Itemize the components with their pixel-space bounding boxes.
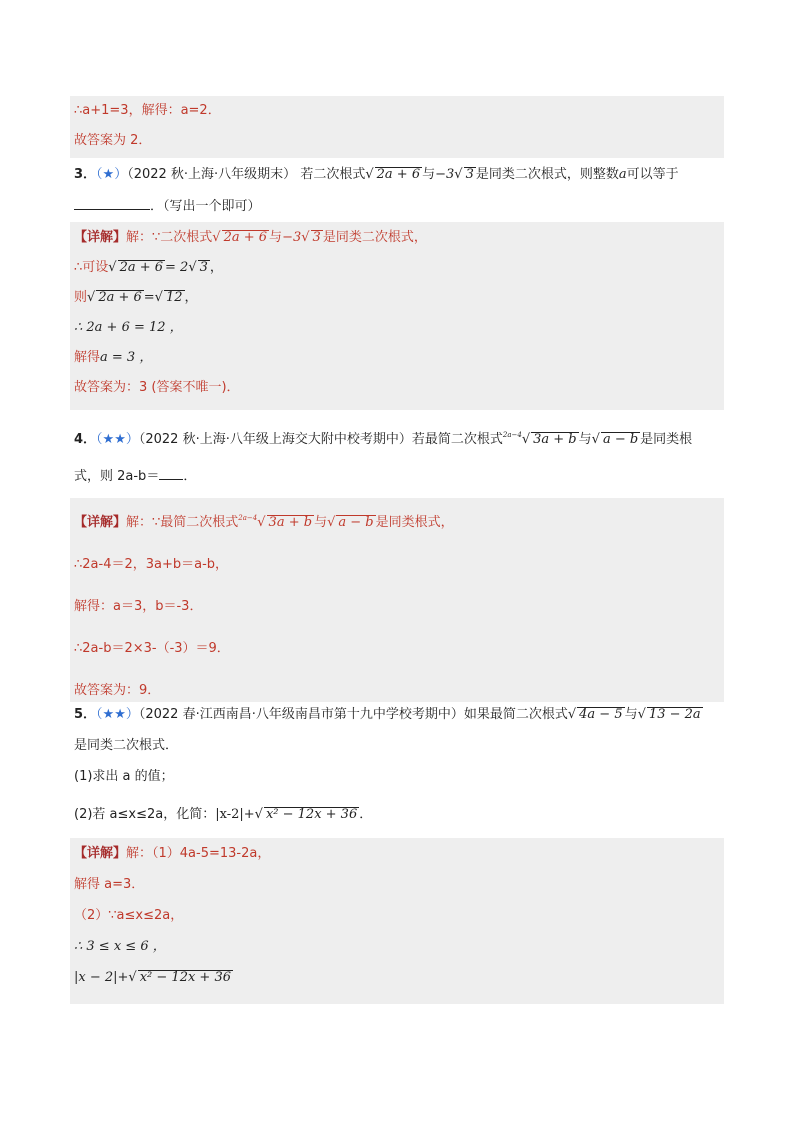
q3-ans-l2-end: ，: [209, 260, 223, 275]
q4-text-c: 是同类根: [640, 432, 693, 447]
q5-part-2-a: (2)若 a≤x≤2a，化简：: [74, 807, 216, 822]
q3-source: （2022 秋·上海·八年级期末）: [127, 167, 297, 182]
q5-source: （2022 春·江西南昌·八年级南昌市第十九中学校考期中）: [138, 707, 464, 722]
q3-ans-line-6: 故答案为：3 (答案不唯一)．: [74, 380, 240, 395]
q3-answer-blank: [74, 197, 150, 210]
q3-stem-line-2: [70, 196, 724, 218]
q3-radicand-2: 3: [465, 167, 474, 182]
q3-stem-line-1: 3．（★）（2022 秋·上海·八年级期末） 若二次根式√ 2a + 6 与−3√ 3 是同类二次根式，则整数a可以等于: [74, 167, 679, 182]
q3-answer-block: [70, 222, 724, 410]
q4-ans-l1-a: 解：∵最简二次根式: [126, 515, 239, 530]
q3-ans-line-5: [74, 347, 724, 369]
q5-part-1: (1)求出 a 的值；: [74, 769, 174, 784]
q4-text-d: 式，则 2a-b＝: [74, 469, 160, 484]
q3-ans-l1-b: 与: [269, 230, 283, 245]
q5-ans-line-3: （2）∵a≤x≤2a，: [74, 908, 184, 923]
q3-ans-line-2: ∴可设√ 2a + 6 = 2√ 3 ，: [74, 260, 223, 275]
q3-ans-l3-rad2: 12: [165, 290, 183, 305]
q5-part-2-rad: x² − 12x + 36: [265, 807, 358, 822]
q4-number: 4．: [74, 432, 97, 447]
prev-answer-line-1: ∴a+1=3，解得：a=2．: [74, 103, 221, 118]
q5-ans-l5-rad: x² − 12x + 36: [139, 970, 231, 985]
q4-text-a: 若最简二次根式: [411, 432, 503, 447]
q5-number: 5．: [74, 707, 97, 722]
q3-ans-l1-c: 是同类二次根式，: [322, 230, 427, 245]
q4-ans-line-4: ∴2a-b＝2×3-（-3）＝9．: [74, 641, 230, 656]
q3-ans-l1-a: 解：∵二次根式: [126, 230, 213, 245]
q4-ans-index: 2a−4: [238, 514, 258, 522]
q3-text-e: ．（写出一个即可）: [150, 199, 261, 214]
q5-part-2-end: ．: [359, 807, 373, 822]
q3-ans-l2-a: ∴可设: [74, 260, 109, 275]
prev-answer-line-2: 故答案为 2．: [74, 133, 152, 148]
q3-radicand-1: 2a + 6: [376, 167, 421, 182]
q3-text-d: 可以等于: [626, 167, 679, 182]
q3-ans-l5-a: 解得: [74, 350, 101, 365]
q3-ans-l1-rad2: 3: [312, 230, 321, 245]
q3-ans-l2-eq: = 2: [165, 260, 189, 275]
q5-ans-l5-abs: |x − 2|+: [74, 970, 129, 985]
q5-ans-l1: 解：（1）4a-5=13-2a，: [126, 846, 271, 861]
q3-ans-l5-b: a = 3 ，: [100, 350, 153, 365]
q3-number: 3．: [74, 167, 97, 182]
q3-text-b: 与: [422, 167, 436, 182]
q4-difficulty-stars: （★★）: [96, 432, 139, 447]
q4-answer-block: [70, 498, 724, 702]
q3-ans-line-1: 【详解】解：∵二次根式√ 2a + 6 与−3√ 3 是同类二次根式，: [74, 230, 427, 245]
q5-part-2: (2)若 a≤x≤2a，化简：|x-2|+√ x² − 12x + 36 ．: [74, 807, 373, 822]
q5-ans-line-1: [74, 843, 724, 865]
q4-radicand-2: a − b: [602, 432, 639, 447]
q4-ans-l1-rad2: a − b: [338, 515, 374, 530]
q4-ans-line-5: 故答案为：9．: [74, 683, 161, 698]
q3-ans-l3-eq: =: [143, 290, 155, 305]
q5-ans-line-2: 解得 a=3．: [74, 877, 145, 892]
q4-ans-l1-b: 与: [314, 515, 328, 530]
q4-answer-blank: [159, 467, 183, 480]
q5-radicand-1: 4a − 5: [579, 707, 623, 722]
q3-ans-l3-rad: 2a + 6: [98, 290, 142, 305]
q4-index: 2a−4: [502, 431, 522, 439]
q3-ans-l3-end: ，: [184, 290, 198, 305]
q4-radicand-1: 3a + b: [533, 432, 577, 447]
q4-text-b: 与: [578, 432, 592, 447]
q3-text-c: 是同类二次根式，则整数: [475, 167, 619, 182]
q5-part-2-abs: |x-2|+: [215, 807, 255, 822]
q3-text-a: 若二次根式: [300, 167, 366, 182]
q5-difficulty-stars: （★★）: [96, 707, 139, 722]
q3-ans-l1-neg: −3: [282, 230, 302, 245]
q4-stem-line-1: 4．（★★）（2022 秋·上海·八年级上海交大附中校考期中）若最简二次根式$^{2a-4}$√ 3a + b 与√ a − b 是同类根: [74, 431, 693, 447]
q5-stem-line-2: 是同类二次根式．: [74, 738, 179, 753]
q5-answer-block: [70, 838, 724, 1004]
q3-ans-l2-rad2: 3: [199, 260, 208, 275]
q3-ans-line-4: ∴ 2a + 6 = 12 ，: [74, 320, 183, 335]
q4-text-e: ．: [183, 469, 197, 484]
q4-ans-l1-rad1: 3a + b: [268, 515, 313, 530]
q3-ans-line-3: 则√ 2a + 6 =√ 12 ，: [74, 290, 198, 305]
q5-radicand-2: 13 − 2a: [648, 707, 701, 722]
q5-ans-line-4: ∴ 3 ≤ x ≤ 6 ，: [74, 939, 166, 954]
q3-difficulty-stars: （★）: [96, 167, 128, 182]
q4-ans-label: 【详解】: [74, 515, 127, 530]
q3-ans-l1-rad1: 2a + 6: [223, 230, 268, 245]
q5-text-a: 如果最简二次根式: [463, 707, 568, 722]
q4-ans-line-3: 解得：a＝3，b＝-3．: [74, 599, 203, 614]
q4-ans-l1-c: 是同类根式，: [375, 515, 454, 530]
q4-ans-line-1: 【详解】解：∵最简二次根式$^{2a-4}$√ 3a + b 与√ a − b 是同类根式，: [74, 514, 454, 530]
q5-text-b: 与: [624, 707, 638, 722]
q3-variable: a: [618, 167, 627, 182]
q3-ans-l2-rad: 2a + 6: [119, 260, 164, 275]
q3-ans-l3-a: 则: [74, 290, 88, 305]
q5-ans-line-5: |x − 2|+√ x² − 12x + 36: [74, 970, 231, 985]
q5-stem-line-1: 5．（★★）（2022 春·江西南昌·八年级南昌市第十九中学校考期中）如果最简二次根式√ 4a − 5 与√ 13 − 2a: [74, 707, 701, 722]
q4-stem-line-2: [70, 466, 724, 488]
q4-source: （2022 秋·上海·八年级上海交大附中校考期中）: [138, 432, 412, 447]
q5-ans-label: 【详解】: [74, 846, 127, 861]
prev-answer-block: [70, 96, 724, 158]
q4-ans-line-2: ∴2a-4＝2，3a+b＝a-b，: [74, 557, 229, 572]
q3-ans-label: 【详解】: [74, 230, 127, 245]
q3-neg: −3: [435, 167, 455, 182]
